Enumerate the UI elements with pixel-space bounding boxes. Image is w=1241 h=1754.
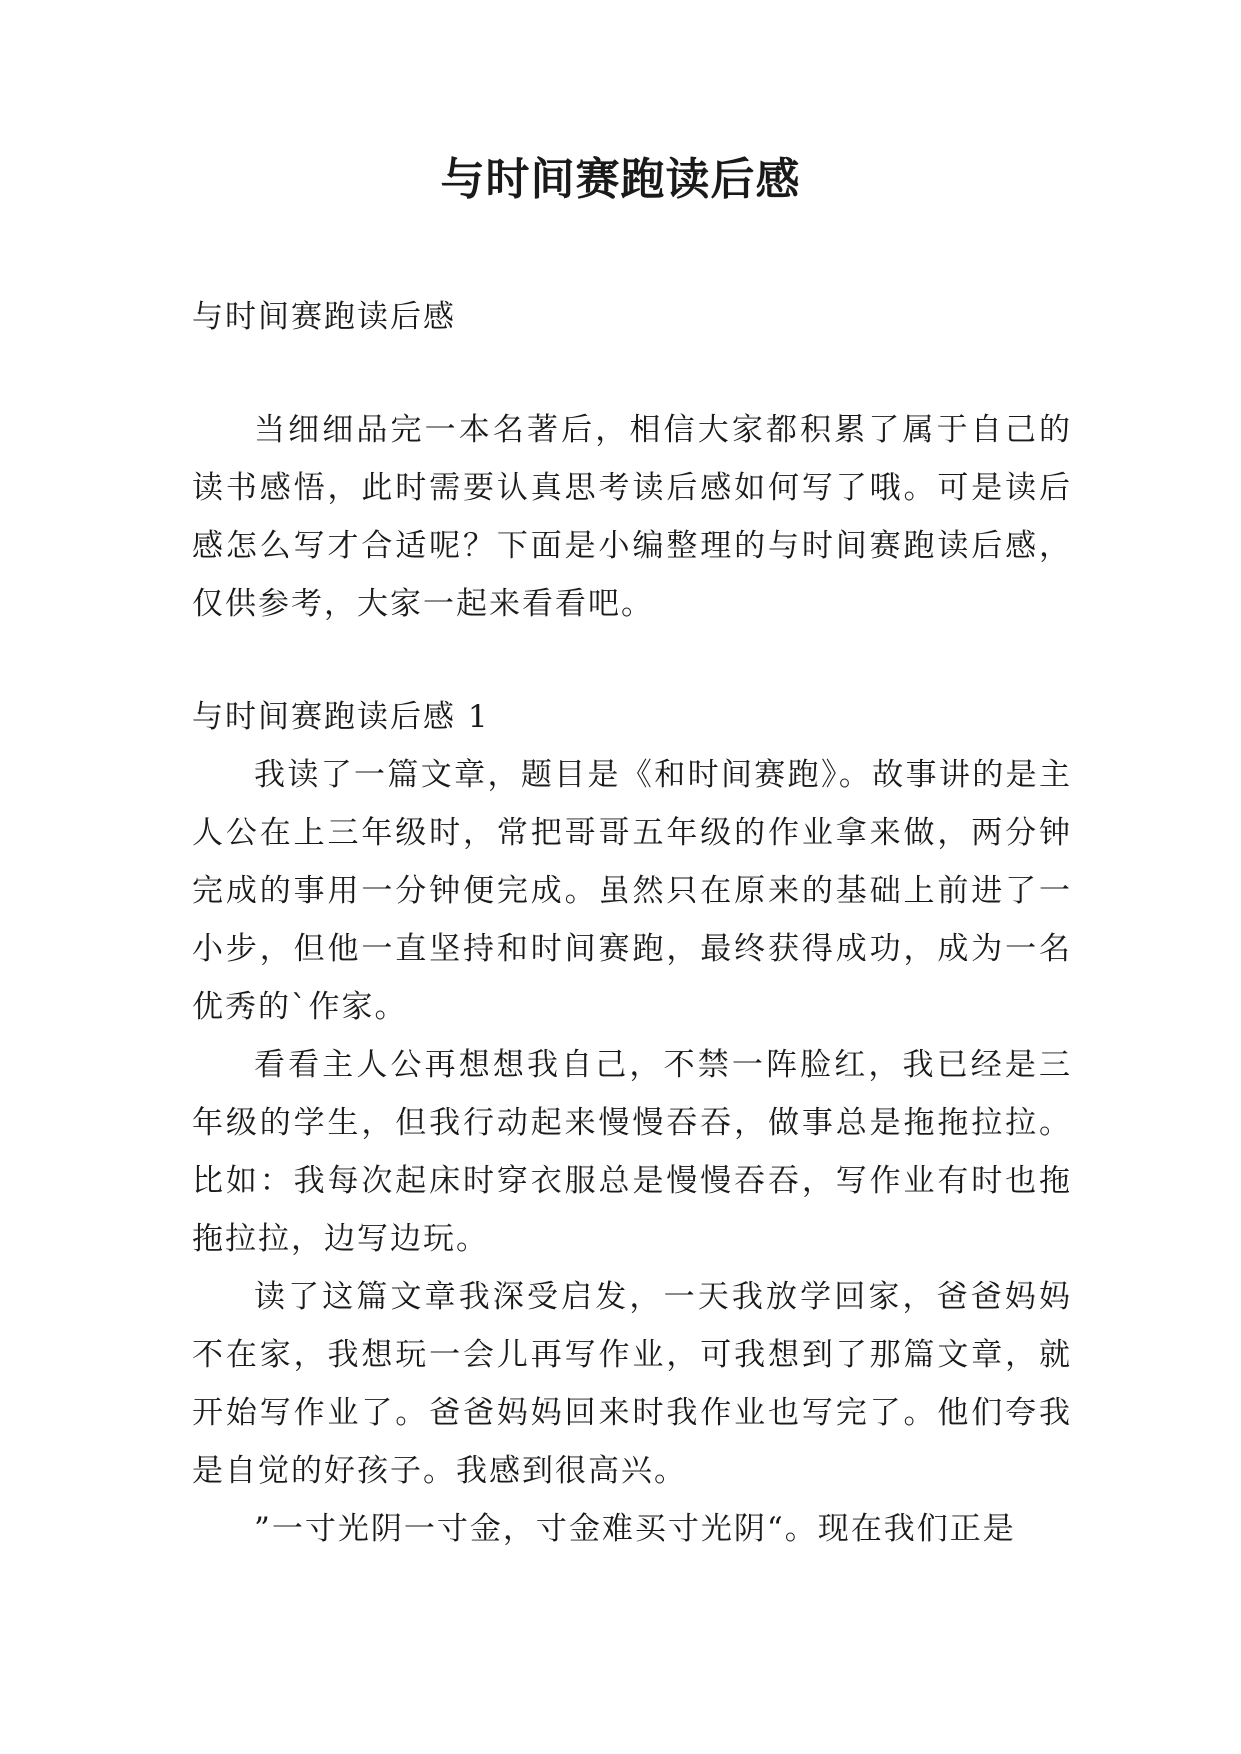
document-body (192, 288, 1072, 1558)
spacer (192, 633, 1072, 688)
body-paragraph-3: 读了这篇文章我深受启发，一天我放学回家，爸爸妈妈不在家，我想玩一会儿再写作业，可我想到了那篇文章，就开始写作业了。爸爸妈妈回来时我作业也写完了。他们夸我是自觉的好孩子。我感到很高兴。 (192, 1279, 1072, 1489)
intro-paragraph: 当细细品完一本名著后，相信大家都积累了属于自己的读书感悟，此时需要认真思考读后感如何写了哦。可是读后感怎么写才合适呢？下面是小编整理的与时间赛跑读后感，仅供参考，大家一起来看看吧。 (192, 412, 1072, 622)
body-paragraph-2: 看看主人公再想想我自己，不禁一阵脸红，我已经是三年级的学生，但我行动起来慢慢吞吞，做事总是拖拖拉拉。比如：我每次起床时穿衣服总是慢慢吞吞，写作业有时也拖拖拉拉，边写边玩。 (192, 1047, 1072, 1257)
document-subtitle: 与时间赛跑读后感 (192, 299, 456, 335)
document-title: 与时间赛跑读后感 (440, 154, 801, 205)
body-paragraph-4: ”一寸光阴一寸金，寸金难买寸光阴“。现在我们正是 (254, 1511, 1016, 1547)
spacer (192, 346, 1072, 401)
body-paragraph-1: 我读了一篇文章，题目是《和时间赛跑》。故事讲的是主人公在上三年级时，常把哥哥五年级的作业拿来做，两分钟完成的事用一分钟便完成。虽然只在原来的基础上前进了一小步，但他一直坚持和时间赛跑，最终获得成功，成为一名优秀的`作家。 (192, 757, 1072, 1025)
section-heading: 与时间赛跑读后感 1 (192, 699, 490, 735)
